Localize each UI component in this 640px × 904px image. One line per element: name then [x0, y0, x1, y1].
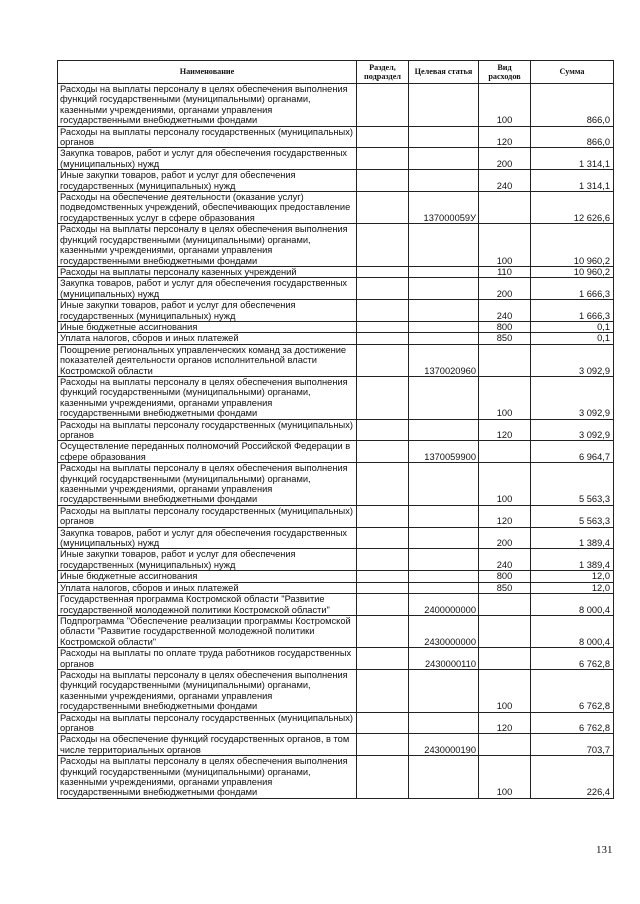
- cell-name: Расходы на выплаты персоналу государственных (муниципальных) органов: [58, 505, 357, 527]
- cell-section: [357, 463, 409, 506]
- cell-name: Осуществление переданных полномочий Российской Федерации в сфере образования: [58, 441, 357, 463]
- cell-sum: 1 666,3: [531, 300, 614, 322]
- cell-section: [357, 278, 409, 300]
- cell-target-code: [409, 126, 479, 148]
- cell-expense-type: 120: [479, 126, 531, 148]
- cell-section: [357, 549, 409, 571]
- cell-target-code: [409, 321, 479, 332]
- table-row: [58, 192, 614, 224]
- cell-section: [357, 321, 409, 332]
- cell-sum: 0,1: [531, 333, 614, 344]
- cell-sum: 1 389,4: [531, 549, 614, 571]
- table-header-row: [58, 61, 614, 84]
- cell-name: Иные бюджетные ассигнования: [58, 571, 357, 582]
- table-row: [58, 527, 614, 549]
- cell-expense-type: 100: [479, 463, 531, 506]
- table-row: [58, 376, 614, 419]
- cell-name: Расходы на обеспечение деятельности (оказание услуг) подведомственных учреждений, обеспечивающих предоставление государственных услуг в сфере образования: [58, 192, 357, 224]
- table-row: [58, 84, 614, 127]
- cell-name: Иные закупки товаров, работ и услуг для обеспечения государственных (муниципальных) нужд: [58, 549, 357, 571]
- table-row: [58, 333, 614, 344]
- table-row: [58, 669, 614, 712]
- cell-expense-type: 110: [479, 266, 531, 277]
- cell-expense-type: [479, 648, 531, 670]
- cell-target-code: 2400000000: [409, 594, 479, 616]
- cell-target-code: 2430000190: [409, 734, 479, 756]
- cell-sum: 3 092,9: [531, 376, 614, 419]
- cell-name: Иные закупки товаров, работ и услуг для обеспечения государственных (муниципальных) нужд: [58, 170, 357, 192]
- cell-sum: 3 092,9: [531, 419, 614, 441]
- table-row: [58, 571, 614, 582]
- cell-expense-type: 240: [479, 300, 531, 322]
- header-section: Раздел, подраздел: [357, 61, 409, 84]
- table-row: [58, 615, 614, 647]
- table-row: [58, 441, 614, 463]
- cell-target-code: [409, 463, 479, 506]
- cell-expense-type: 800: [479, 571, 531, 582]
- cell-expense-type: 200: [479, 278, 531, 300]
- table-row: [58, 321, 614, 332]
- cell-target-code: [409, 266, 479, 277]
- cell-sum: 5 563,3: [531, 505, 614, 527]
- cell-target-code: [409, 669, 479, 712]
- cell-sum: 6 762,8: [531, 648, 614, 670]
- cell-sum: 6 762,8: [531, 669, 614, 712]
- cell-target-code: [409, 278, 479, 300]
- cell-expense-type: [479, 615, 531, 647]
- cell-target-code: 1370059900: [409, 441, 479, 463]
- cell-name: Расходы на выплаты персоналу в целях обеспечения выполнения функций государственными (муниципальными) органами, казенными учреждениями, органами управления государственными внебюджетными фондами: [58, 224, 357, 267]
- cell-section: [357, 669, 409, 712]
- cell-sum: 6 964,7: [531, 441, 614, 463]
- cell-expense-type: 200: [479, 527, 531, 549]
- table-row: [58, 594, 614, 616]
- cell-section: [357, 148, 409, 170]
- cell-expense-type: 100: [479, 376, 531, 419]
- cell-sum: 0,1: [531, 321, 614, 332]
- cell-sum: 10 960,2: [531, 224, 614, 267]
- table-row: [58, 756, 614, 799]
- table-row: [58, 266, 614, 277]
- budget-table-page: [57, 60, 613, 799]
- cell-target-code: [409, 549, 479, 571]
- cell-name: Расходы на выплаты персоналу в целях обеспечения выполнения функций государственными (муниципальными) органами, казенными учреждениями, органами управления государственными внебюджетными фондами: [58, 756, 357, 799]
- cell-section: [357, 192, 409, 224]
- cell-section: [357, 615, 409, 647]
- cell-sum: 10 960,2: [531, 266, 614, 277]
- cell-name: Закупка товаров, работ и услуг для обеспечения государственных (муниципальных) нужд: [58, 278, 357, 300]
- cell-target-code: [409, 756, 479, 799]
- cell-sum: 5 563,3: [531, 463, 614, 506]
- cell-sum: 6 762,8: [531, 712, 614, 734]
- cell-sum: 1 666,3: [531, 278, 614, 300]
- cell-section: [357, 441, 409, 463]
- cell-expense-type: 800: [479, 321, 531, 332]
- cell-expense-type: [479, 441, 531, 463]
- cell-target-code: [409, 712, 479, 734]
- cell-section: [357, 126, 409, 148]
- cell-section: [357, 344, 409, 376]
- cell-name: Расходы на выплаты персоналу государственных (муниципальных) органов: [58, 419, 357, 441]
- header-name: Наименование: [58, 61, 357, 84]
- cell-section: [357, 170, 409, 192]
- cell-section: [357, 648, 409, 670]
- cell-expense-type: [479, 734, 531, 756]
- cell-expense-type: 240: [479, 170, 531, 192]
- cell-expense-type: 240: [479, 549, 531, 571]
- cell-sum: 1 314,1: [531, 148, 614, 170]
- cell-section: [357, 266, 409, 277]
- cell-section: [357, 571, 409, 582]
- cell-sum: 8 000,4: [531, 594, 614, 616]
- cell-section: [357, 224, 409, 267]
- table-row: [58, 344, 614, 376]
- cell-section: [357, 300, 409, 322]
- cell-target-code: [409, 84, 479, 127]
- cell-sum: 12 626,6: [531, 192, 614, 224]
- cell-target-code: [409, 376, 479, 419]
- cell-expense-type: 100: [479, 224, 531, 267]
- cell-target-code: 137000059У: [409, 192, 479, 224]
- header-type: Вид расходов: [479, 61, 531, 84]
- cell-target-code: [409, 148, 479, 170]
- cell-section: [357, 505, 409, 527]
- table-row: [58, 734, 614, 756]
- cell-name: Поощрение региональных управленческих команд за достижение показателей деятельности органов исполнительной власти Костромской области: [58, 344, 357, 376]
- cell-name: Расходы на выплаты персоналу государственных (муниципальных) органов: [58, 712, 357, 734]
- cell-sum: 8 000,4: [531, 615, 614, 647]
- cell-name: Расходы на выплаты персоналу в целях обеспечения выполнения функций государственными (муниципальными) органами, казенными учреждениями, органами управления государственными внебюджетными фондами: [58, 84, 357, 127]
- table-row: [58, 300, 614, 322]
- page-number: 131: [596, 844, 613, 856]
- cell-sum: 866,0: [531, 84, 614, 127]
- cell-name: Закупка товаров, работ и услуг для обеспечения государственных (муниципальных) нужд: [58, 527, 357, 549]
- cell-section: [357, 582, 409, 593]
- cell-sum: 3 092,9: [531, 344, 614, 376]
- cell-section: [357, 734, 409, 756]
- header-target: Целевая статья: [409, 61, 479, 84]
- table-row: [58, 712, 614, 734]
- cell-expense-type: [479, 192, 531, 224]
- cell-sum: 12,0: [531, 582, 614, 593]
- cell-target-code: 2430000110: [409, 648, 479, 670]
- cell-name: Подпрограмма "Обеспечение реализации программы Костромской области "Развитие государственной молодежной политики Костромской области": [58, 615, 357, 647]
- table-row: [58, 224, 614, 267]
- cell-expense-type: 120: [479, 712, 531, 734]
- cell-target-code: [409, 224, 479, 267]
- table-row: [58, 582, 614, 593]
- cell-sum: 866,0: [531, 126, 614, 148]
- cell-name: Расходы на выплаты персоналу в целях обеспечения выполнения функций государственными (муниципальными) органами, казенными учреждениями, органами управления государственными внебюджетными фондами: [58, 463, 357, 506]
- cell-sum: 1 389,4: [531, 527, 614, 549]
- cell-sum: 226,4: [531, 756, 614, 799]
- cell-section: [357, 527, 409, 549]
- table-row: [58, 170, 614, 192]
- header-sum: Сумма: [531, 61, 614, 84]
- cell-section: [357, 594, 409, 616]
- table-row: [58, 278, 614, 300]
- cell-target-code: 2430000000: [409, 615, 479, 647]
- budget-table: [57, 60, 614, 799]
- cell-section: [357, 376, 409, 419]
- cell-expense-type: 120: [479, 419, 531, 441]
- cell-target-code: [409, 419, 479, 441]
- cell-expense-type: 850: [479, 582, 531, 593]
- table-row: [58, 648, 614, 670]
- cell-name: Расходы на выплаты персоналу в целях обеспечения выполнения функций государственными (муниципальными) органами, казенными учреждениями, органами управления государственными внебюджетными фондами: [58, 669, 357, 712]
- cell-name: Расходы на обеспечение функций государственных органов, в том числе территориальных органов: [58, 734, 357, 756]
- cell-name: Закупка товаров, работ и услуг для обеспечения государственных (муниципальных) нужд: [58, 148, 357, 170]
- table-row: [58, 505, 614, 527]
- cell-expense-type: 200: [479, 148, 531, 170]
- cell-name: Расходы на выплаты персоналу в целях обеспечения выполнения функций государственными (муниципальными) органами, казенными учреждениями, органами управления государственными внебюджетными фондами: [58, 376, 357, 419]
- cell-name: Расходы на выплаты персоналу государственных (муниципальных) органов: [58, 126, 357, 148]
- cell-expense-type: [479, 344, 531, 376]
- cell-target-code: 1370020960: [409, 344, 479, 376]
- cell-target-code: [409, 505, 479, 527]
- cell-expense-type: 120: [479, 505, 531, 527]
- cell-expense-type: 850: [479, 333, 531, 344]
- cell-expense-type: [479, 594, 531, 616]
- table-body: [58, 84, 614, 799]
- cell-sum: 703,7: [531, 734, 614, 756]
- cell-section: [357, 419, 409, 441]
- cell-expense-type: 100: [479, 669, 531, 712]
- cell-name: Уплата налогов, сборов и иных платежей: [58, 333, 357, 344]
- table-row: [58, 463, 614, 506]
- cell-section: [357, 333, 409, 344]
- cell-section: [357, 712, 409, 734]
- cell-name: Иные закупки товаров, работ и услуг для обеспечения государственных (муниципальных) нужд: [58, 300, 357, 322]
- cell-name: Уплата налогов, сборов и иных платежей: [58, 582, 357, 593]
- cell-sum: 1 314,1: [531, 170, 614, 192]
- cell-target-code: [409, 170, 479, 192]
- cell-section: [357, 84, 409, 127]
- cell-sum: 12,0: [531, 571, 614, 582]
- cell-name: Государственная программа Костромской области "Развитие государственной молодежной политики Костромской области": [58, 594, 357, 616]
- cell-target-code: [409, 582, 479, 593]
- cell-section: [357, 756, 409, 799]
- cell-target-code: [409, 333, 479, 344]
- table-row: [58, 126, 614, 148]
- table-row: [58, 549, 614, 571]
- cell-name: Расходы на выплаты персоналу казенных учреждений: [58, 266, 357, 277]
- cell-target-code: [409, 300, 479, 322]
- cell-expense-type: 100: [479, 84, 531, 127]
- cell-expense-type: 100: [479, 756, 531, 799]
- table-row: [58, 148, 614, 170]
- cell-name: Расходы на выплаты по оплате труда работников государственных органов: [58, 648, 357, 670]
- cell-target-code: [409, 571, 479, 582]
- table-row: [58, 419, 614, 441]
- cell-name: Иные бюджетные ассигнования: [58, 321, 357, 332]
- cell-target-code: [409, 527, 479, 549]
